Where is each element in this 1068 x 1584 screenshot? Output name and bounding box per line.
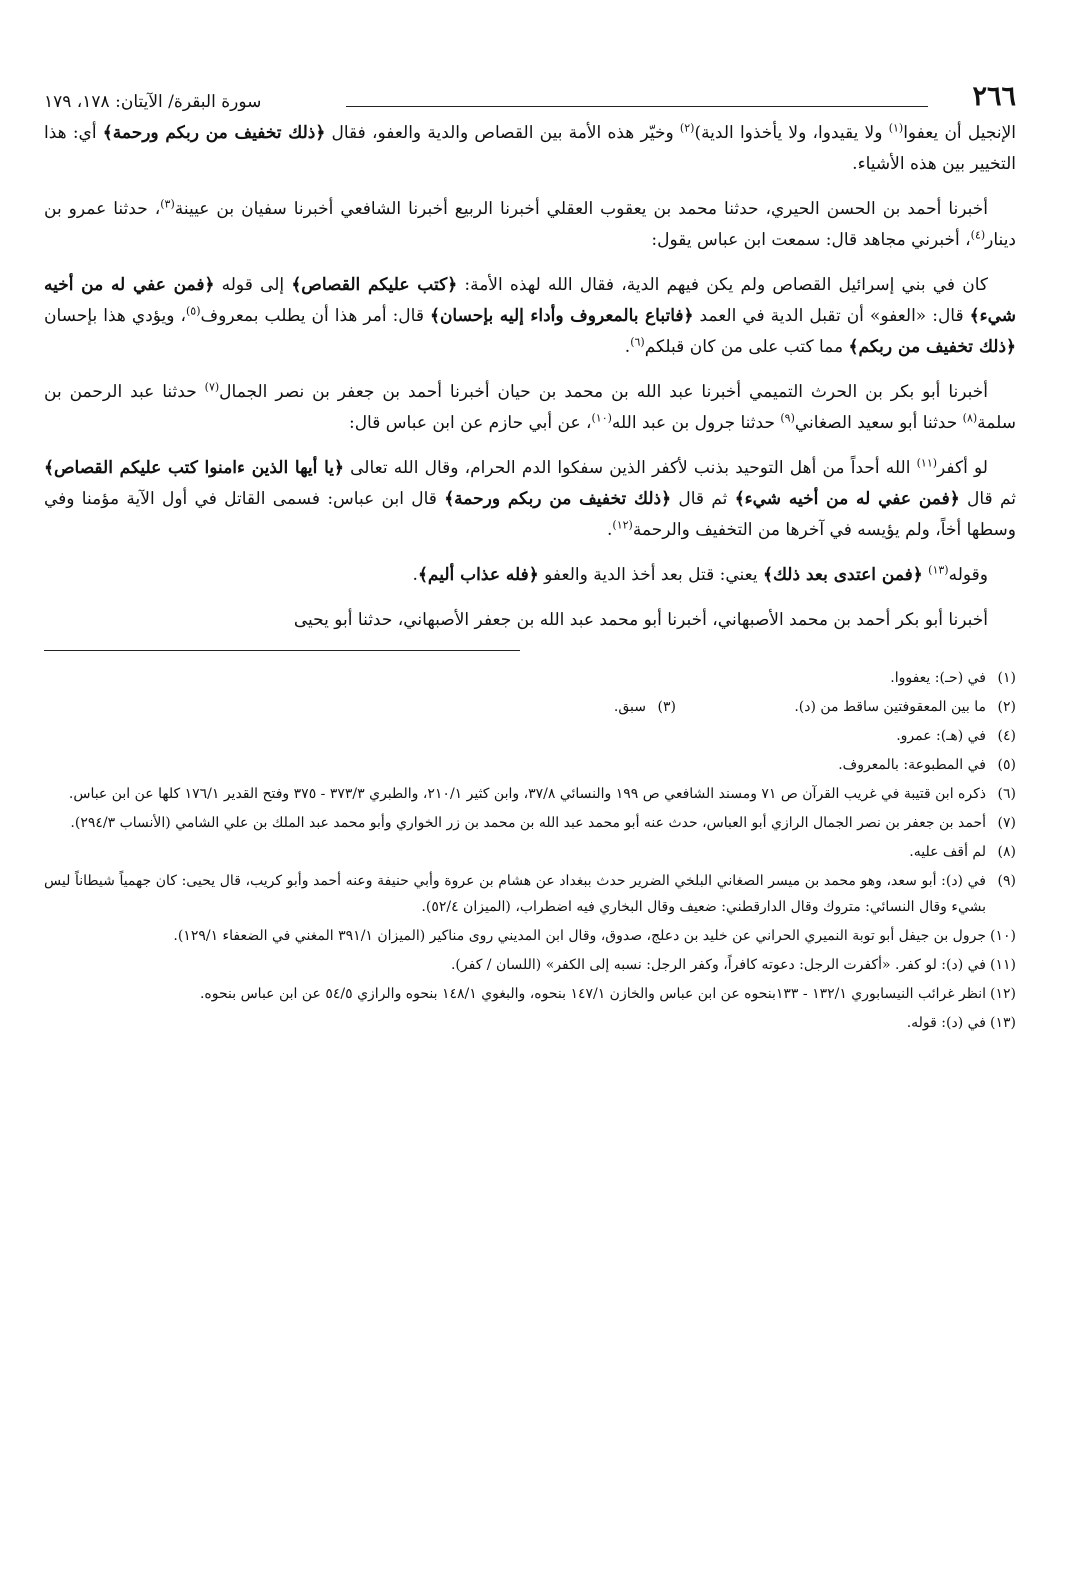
page-header xyxy=(44,78,1016,118)
paragraph-1: الإنجيل أن يعفوا$^{(١)}$ ولا يقيدوا، ولا يأخذوا الدية)$^{(٢)}$ وخيّر هذه الأمة بين القصاص والدية والعفو، فقال ﴿ذلك تخفيف من ربكم ورحمة﴾ أي: هذا التخيير بين هذه الأشياء. xyxy=(44,121,1016,174)
footnote-10: (١٠) جرول بن جيفل أبو توبة النميري الحراني عن خليد بن دعلج، صدوق، وقال ابن المديني روى مناكير (الميزان ٣٩١/١ المغني في الضعفاء ١٢٩/١). xyxy=(173,928,1016,944)
footnote-7: (٧) أحمد بن جعفر بن نصر الجمال الرازي أبو العباس، حدث عنه أبو محمد عبد الله بن محمد بن زر الخواري وأبو محمد عبد الملك بن علي الشامي (الأنساب ٢٩٤/٣). xyxy=(70,815,1016,831)
quran-quote: ﴿كتب عليكم القصاص﴾ xyxy=(291,275,458,295)
footnote-3: (٣) سبق. xyxy=(613,699,676,715)
paragraph-3: كان في بني إسرائيل القصاص ولم يكن فيهم الدية، فقال الله لهذه الأمة: ﴿كتب عليكم القصاص﴾ إلى قوله ﴿فمن عفي له من أخيه شيء﴾ قال: «العفو» أن تقبل الدية في العمد ﴿فاتباع بالمعروف وأداء إليه بإحسان﴾ قال: أمر هذا أن يطلب بمعروف$^{(٥)}$، ويؤدي هذا بإحسان ﴿ذلك تخفيف من ربكم﴾ مما كتب على من كان قبلكم$^{(٦)}$. xyxy=(44,275,1016,357)
running-title: سورة البقرة/ الآيتان: ١٧٨، ١٧٩ xyxy=(44,92,262,112)
footnote-4: (٤) في (هـ): عمرو. xyxy=(896,728,1016,744)
quran-quote: ﴿فمن اعتدى بعد ذلك﴾ xyxy=(763,565,923,585)
footnote-6: (٦) ذكره ابن قتيبة في غريب القرآن ص ٧١ ومسند الشافعي ص ١٩٩ والنسائي ٣٧/٨، وابن كثير ٢١٠/١، والطبري ٣٧٣/٣ - ٣٧٥ وفتح القدير ١٧٦/١ كلها عن ابن عباس. xyxy=(68,786,1016,802)
footnote-5: (٥) في المطبوعة: بالمعروف. xyxy=(838,757,1016,773)
footnote-ref: (٤) xyxy=(970,228,986,242)
page-number: ٢٦٦ xyxy=(972,81,1016,112)
footnote-8: (٨) لم أقف عليه. xyxy=(909,844,1016,860)
footnote-ref: (٧) xyxy=(204,380,220,394)
footnote-ref: (١) xyxy=(888,121,904,135)
footnote-ref: (١٠) xyxy=(591,411,612,425)
footnote-11: (١١) في (د): لو كفر. «أكفرت الرجل: دعوته كافراً، وكفر الرجل: نسبه إلى الكفر» (اللسان / كفر). xyxy=(450,957,1016,973)
footnote-12: (١٢) انظر غرائب النيسابوري ١٣٢/١ - ١٣٣بنحوه عن ابن عباس والخازن ١٤٧/١ بنحوه، والبغوي ١٤٨/١ بنحوه والرازي ٥٤/٥ عن ابن عباس بنحوه. xyxy=(199,986,1016,1002)
footnote-1: (١) في (حـ): يعفووا. xyxy=(890,670,1016,686)
paragraph-4: أخبرنا أبو بكر بن الحرث التميمي أخبرنا عبد الله بن محمد بن حيان أخبرنا أحمد بن جعفر بن نصر الجمال$^{(٧)}$ حدثنا عبد الرحمن بن سلمة$^{(٨)}$ حدثنا أبو سعيد الصغاني$^{(٩)}$ حدثنا جرول بن عبد الله$^{(١٠)}$، عن أبي حازم عن ابن عباس قال: xyxy=(44,380,1016,433)
footnote-ref: (٥) xyxy=(186,304,201,318)
footnote-ref: (١٣) xyxy=(928,563,949,577)
quran-quote: ﴿ذلك تخفيف من ربكم﴾ xyxy=(848,337,1016,357)
footnote-ref: (٣) xyxy=(160,197,175,211)
footnote-separator xyxy=(44,650,520,651)
quran-quote: ﴿ذلك تخفيف من ربكم ورحمة﴾ xyxy=(102,123,326,143)
paragraph-6: وقوله$^{(١٣)}$ ﴿فمن اعتدى بعد ذلك﴾ يعني: قتل بعد أخذ الدية والعفو ﴿فله عذاب أليم﴾. xyxy=(412,563,988,585)
quran-quote: ﴿يا أيها الذين ءامنوا كتب عليكم القصاص﴾ xyxy=(44,458,344,478)
paragraph-5: لو أكفر$^{(١١)}$ الله أحداً من أهل التوحيد بذنب لأكفر الذين سفكوا الدم الحرام، وقال الله تعالى ﴿يا أيها الذين ءامنوا كتب عليكم القصاص﴾ ثم قال ﴿فمن عفي له من أخيه شيء﴾ ثم قال ﴿ذلك تخفيف من ربكم ورحمة﴾ قال ابن عباس: فسمى القاتل في أول الآية مؤمنا وفي وسطها أخاً، ولم يؤيسه في آخرها من التخفيف والرحمة$^{(١٢)}$. xyxy=(44,456,1017,540)
header-rule xyxy=(346,106,928,107)
footnote-ref: (٢) xyxy=(679,121,695,135)
page xyxy=(44,78,1016,1039)
paragraph-2: أخبرنا أحمد بن الحسن الحيري، حدثنا محمد بن يعقوب العقلي أخبرنا الربيع أخبرنا الشافعي أخبرنا سفيان بن عيينة$^{(٣)}$، حدثنا عمرو بن دينار$^{(٤)}$، أخبرني مجاهد قال: سمعت ابن عباس يقول: xyxy=(44,197,1016,250)
quran-quote: ﴿فاتباع بالمعروف وأداء إليه بإحسان﴾ xyxy=(429,306,694,326)
quran-quote: ﴿ذلك تخفيف من ربكم ورحمة﴾ xyxy=(444,489,672,509)
footnote-ref: (١١) xyxy=(916,456,938,470)
footnotes xyxy=(44,665,1016,1036)
footnote-ref: (٦) xyxy=(630,335,645,349)
footnote-13: (١٣) في (د): قوله. xyxy=(906,1015,1016,1031)
quran-quote: ﴿فمن عفي له من أخيه شيء﴾ xyxy=(44,275,1016,326)
footnote-2: (٢) ما بين المعقوفتين ساقط من (د). xyxy=(794,699,1016,715)
footnote-ref: (٨) xyxy=(962,411,978,425)
footnote-ref: (٩) xyxy=(780,411,795,425)
paragraph-7: أخبرنا أبو بكر أحمد بن محمد الأصبهاني، أخبرنا أبو محمد عبد الله بن جعفر الأصبهاني، حدثنا أبو يحيى xyxy=(293,610,988,630)
footnote-row xyxy=(44,694,1016,723)
footnote-ref: (١٢) xyxy=(612,518,633,532)
footnote-9: (٩) في (د): أبو سعد، وهو محمد بن ميسر الصغاني البلخي الضرير حدث ببغداد عن هشام بن عروة وأبي حنيفة وعنه أحمد وأبو كريب، قال يحيى: كان جهمياً شيطاناً ليس بشيء وقال النسائي: متروك وقال الدارقطني: ضعيف وقال البخاري فيه اضطراب، (الميزان ٥٢/٤). xyxy=(44,873,1016,915)
quran-quote: ﴿فمن عفي له من أخيه شيء﴾ xyxy=(734,489,960,509)
main-text xyxy=(44,118,1016,636)
quran-quote: ﴿فله عذاب أليم﴾ xyxy=(417,565,539,585)
